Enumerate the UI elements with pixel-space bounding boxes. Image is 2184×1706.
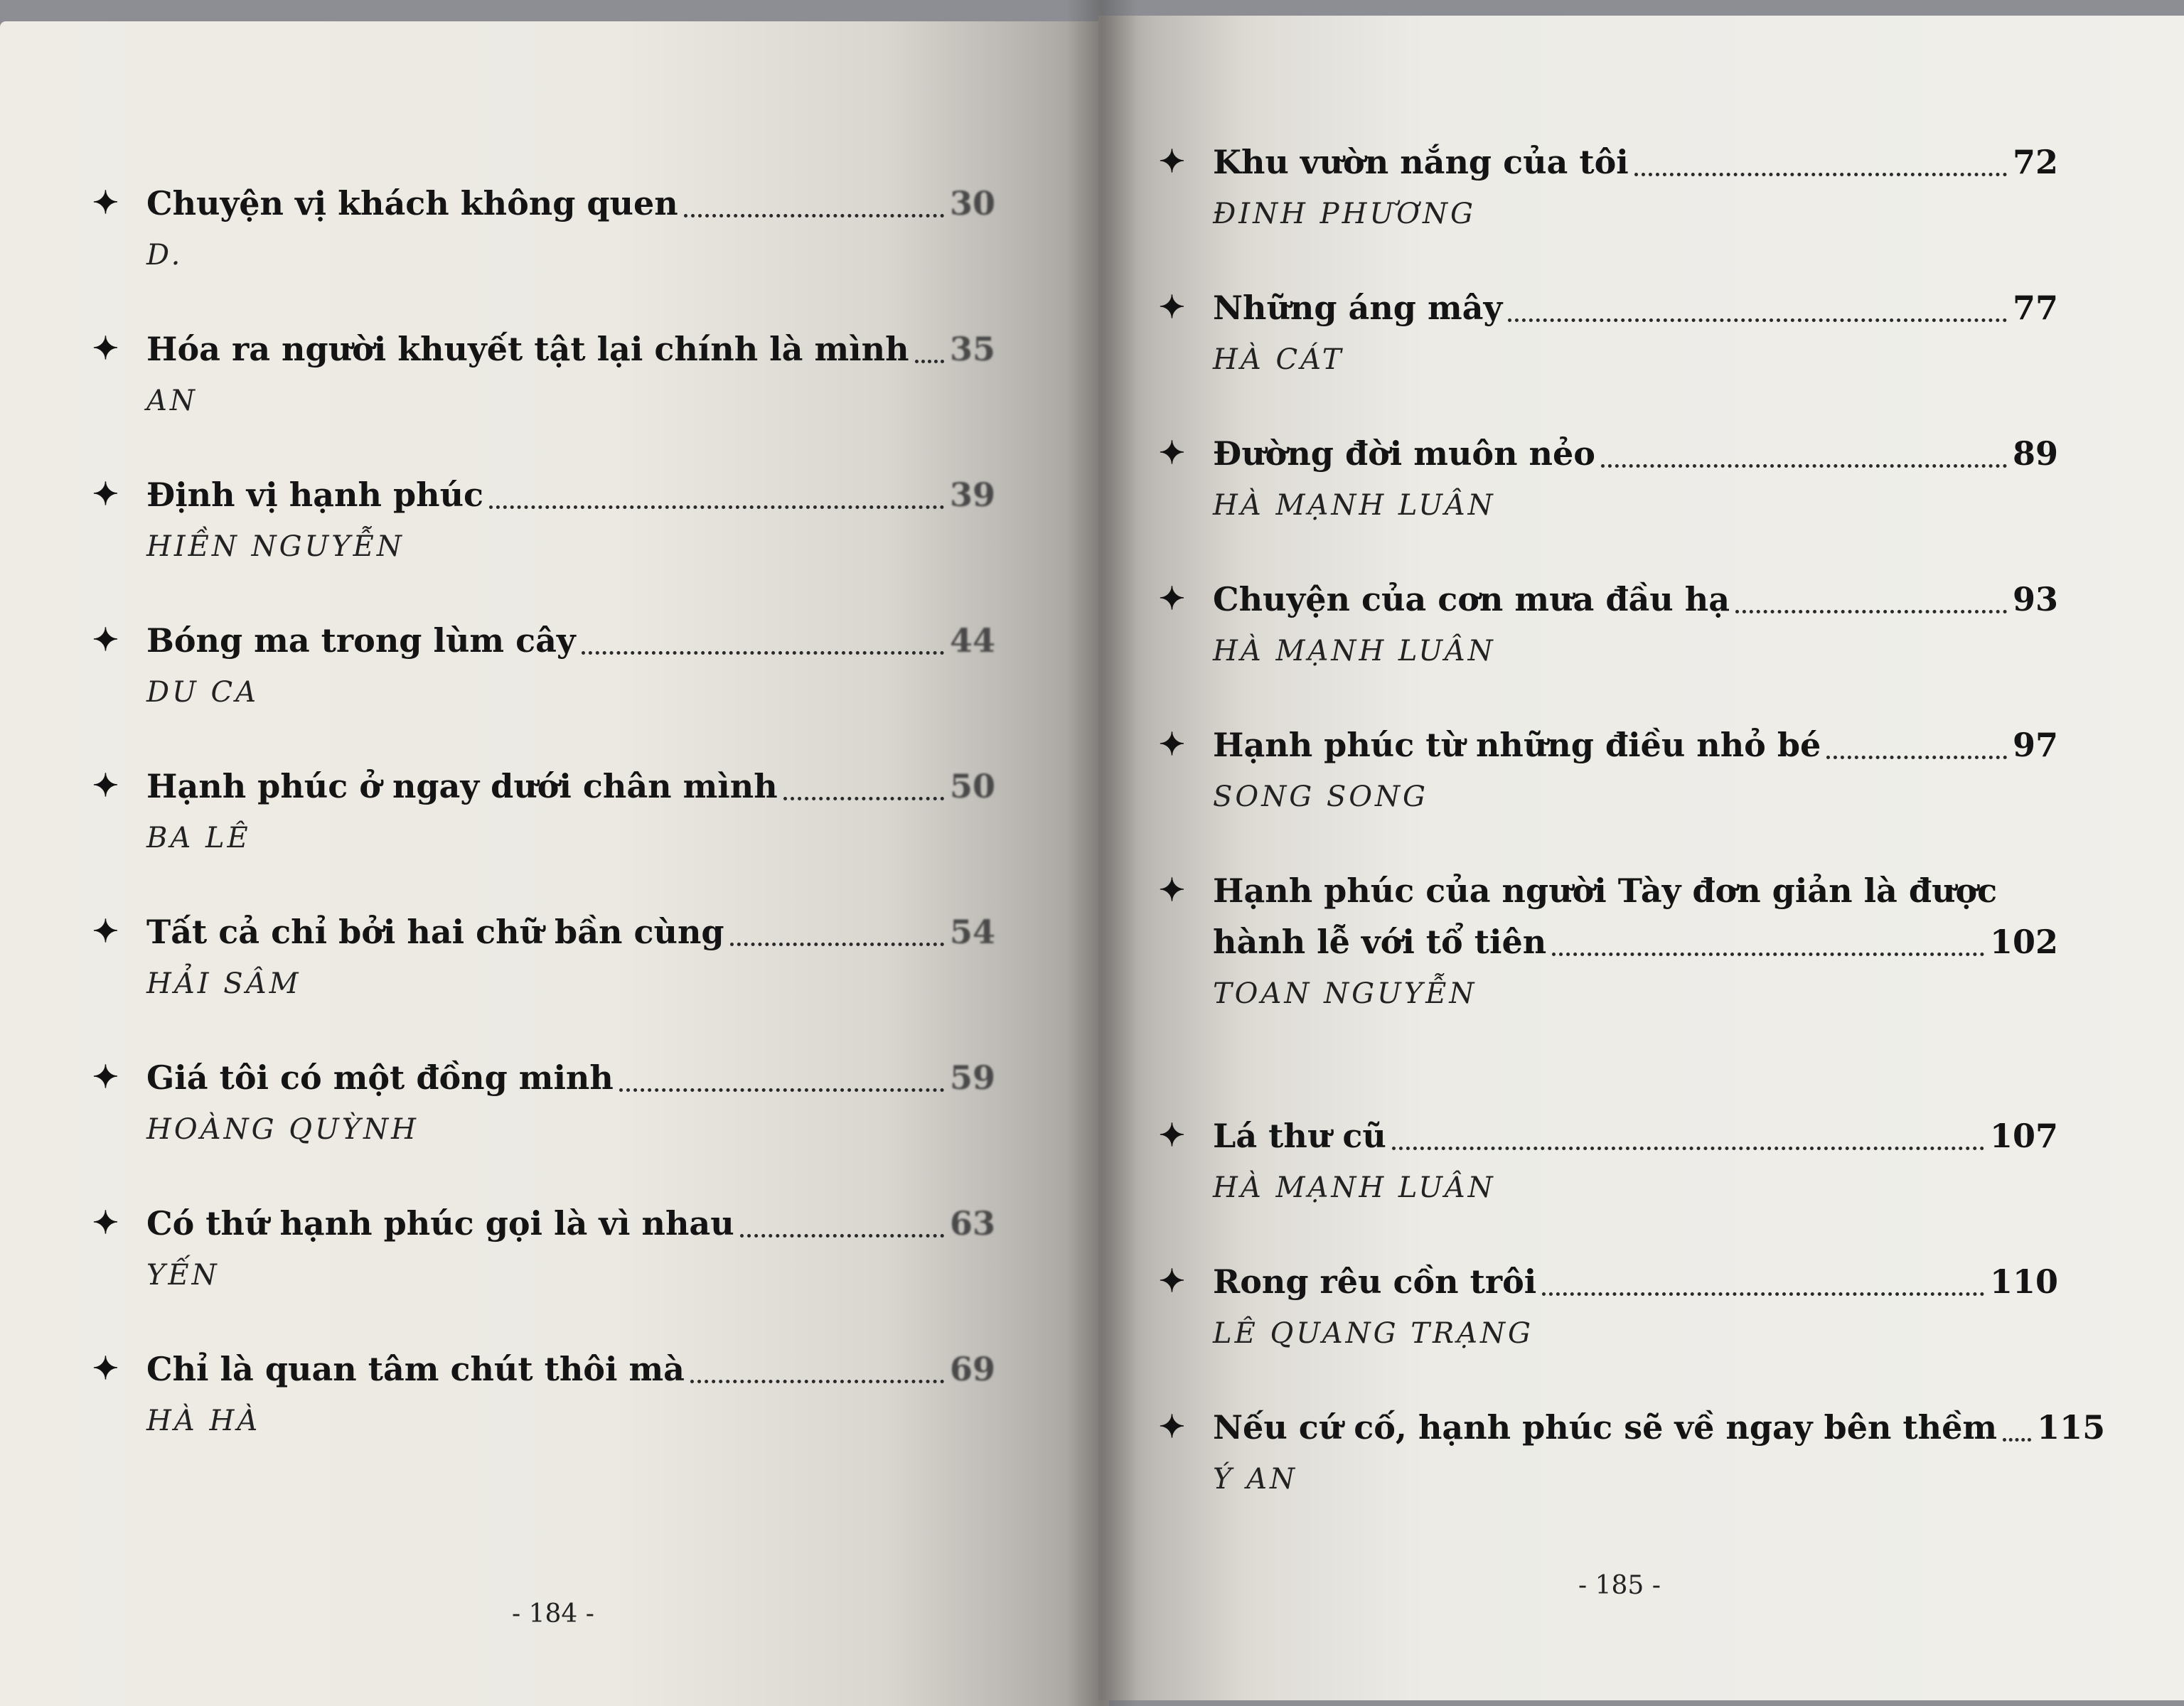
toc-entry — [1159, 1256, 2058, 1350]
four-point-star-icon: ✦ — [92, 768, 119, 804]
entry-page-number: 102 — [1989, 923, 2058, 961]
dot-leader — [2003, 1438, 2031, 1442]
entry-author: BA LÊ — [146, 822, 251, 854]
entry-author: ĐINH PHƯƠNG — [1213, 198, 1476, 230]
entry-title: Tất cả chỉ bởi hai chữ bần cùng — [146, 913, 724, 951]
entry-title: Hạnh phúc ở ngay dưới chân mình — [146, 767, 778, 805]
entry-page-number: 30 — [949, 184, 995, 222]
entry-title-continued: hành lễ với tổ tiên — [1213, 923, 1547, 961]
four-point-star-icon: ✦ — [1159, 1409, 1185, 1445]
page-number-left: - 184 - — [512, 1599, 594, 1629]
entry-page-number: 93 — [2012, 580, 2058, 618]
dot-leader — [1542, 1292, 1984, 1296]
toc-entry — [1159, 865, 2058, 1010]
toc-entry — [92, 178, 995, 272]
entry-title: Chỉ là quan tâm chút thôi mà — [146, 1350, 685, 1388]
dot-leader — [730, 943, 944, 946]
toc-entry — [1159, 574, 2058, 667]
entry-page-number: 59 — [949, 1058, 995, 1097]
four-point-star-icon: ✦ — [1159, 144, 1185, 180]
entry-author: HÀ CÁT — [1213, 343, 1344, 376]
entry-author: AN — [146, 385, 198, 417]
entry-author: LÊ QUANG TRẠNG — [1213, 1317, 1533, 1350]
four-point-star-icon: ✦ — [92, 476, 119, 513]
four-point-star-icon: ✦ — [1159, 1117, 1185, 1154]
entry-author: HÀ MẠNH LUÂN — [1213, 635, 1496, 667]
dot-leader — [1634, 173, 2007, 176]
entry-title: Nếu cứ cố, hạnh phúc sẽ về ngay bên thềm — [1213, 1408, 1998, 1447]
toc-entry — [92, 761, 995, 854]
entry-title: Hạnh phúc của người Tày đơn giản là được — [1213, 871, 1998, 910]
entry-page-number: 50 — [949, 767, 995, 805]
book-gutter-shadow — [1066, 0, 1138, 1706]
four-point-star-icon: ✦ — [1159, 726, 1185, 763]
entry-title: Chuyện vị khách không quen — [146, 184, 678, 222]
dot-leader — [582, 651, 944, 655]
four-point-star-icon: ✦ — [1159, 289, 1185, 326]
toc-entry — [92, 1198, 995, 1292]
entry-page-number: 89 — [2012, 434, 2058, 473]
four-point-star-icon: ✦ — [92, 1059, 119, 1095]
toc-entry — [1159, 1110, 2058, 1204]
toc-entry — [1159, 136, 2058, 230]
entry-title: Giá tôi có một đồng minh — [146, 1058, 614, 1097]
four-point-star-icon: ✦ — [92, 331, 119, 367]
dot-leader — [684, 214, 944, 218]
four-point-star-icon: ✦ — [92, 1205, 119, 1241]
entry-page-number: 44 — [949, 621, 995, 660]
entry-page-number: 39 — [949, 476, 995, 514]
dot-leader — [1392, 1147, 1984, 1150]
dot-leader — [740, 1234, 944, 1238]
dot-leader — [1508, 318, 2007, 322]
four-point-star-icon: ✦ — [1159, 581, 1185, 617]
entry-title: Lá thư cũ — [1213, 1117, 1386, 1155]
entry-title: Bóng ma trong lùm cây — [146, 621, 576, 660]
entry-page-number: 72 — [2012, 143, 2058, 181]
entry-author: Ý AN — [1213, 1463, 1298, 1496]
toc-entry — [1159, 428, 2058, 522]
entry-title: Hạnh phúc từ những điều nhỏ bé — [1213, 726, 1821, 764]
four-point-star-icon: ✦ — [92, 622, 119, 658]
dot-leader — [915, 360, 944, 363]
four-point-star-icon: ✦ — [1159, 435, 1185, 471]
entry-page-number: 97 — [2012, 726, 2058, 764]
entry-author: D. — [146, 239, 183, 272]
dot-leader — [783, 797, 944, 800]
four-point-star-icon: ✦ — [1159, 872, 1185, 908]
entry-title: Hóa ra người khuyết tật lại chính là mình — [146, 330, 909, 368]
entry-title: Đường đời muôn nẻo — [1213, 434, 1595, 473]
entry-author: SONG SONG — [1213, 780, 1429, 813]
dot-leader — [1826, 756, 2007, 759]
entry-author: HẢI SÂM — [146, 967, 301, 1000]
four-point-star-icon: ✦ — [92, 185, 119, 221]
entry-author: HIỀN NGUYỄN — [146, 530, 405, 563]
toc-entry — [1159, 719, 2058, 813]
dot-leader — [489, 505, 944, 509]
entry-page-number: 107 — [1989, 1117, 2058, 1155]
toc-entry — [1159, 1402, 2106, 1496]
entry-author: YẾN — [146, 1259, 220, 1292]
entry-title: Có thứ hạnh phúc gọi là vì nhau — [146, 1204, 734, 1243]
dot-leader — [1601, 464, 2007, 468]
entry-author: HÀ HÀ — [146, 1405, 261, 1437]
entry-author: HÀ MẠNH LUÂN — [1213, 489, 1496, 522]
toc-entry — [92, 1052, 995, 1146]
entry-page-number: 77 — [2012, 289, 2058, 327]
four-point-star-icon: ✦ — [92, 1351, 119, 1387]
dot-leader — [619, 1088, 944, 1092]
entry-title: Khu vườn nắng của tôi — [1213, 143, 1629, 181]
entry-page-number: 69 — [949, 1350, 995, 1388]
toc-entry — [92, 1343, 995, 1437]
toc-entry — [92, 615, 995, 709]
entry-author: HÀ MẠNH LUÂN — [1213, 1171, 1496, 1204]
left-page — [0, 21, 1109, 1706]
entry-title: Chuyện của cơn mưa đầu hạ — [1213, 580, 1730, 618]
entry-page-number: 115 — [2037, 1408, 2106, 1447]
four-point-star-icon: ✦ — [92, 913, 119, 950]
entry-author: DU CA — [146, 676, 259, 709]
entry-title: Định vị hạnh phúc — [146, 476, 484, 514]
toc-entry — [1159, 282, 2058, 376]
dot-leader — [1735, 610, 2007, 613]
dot-leader — [1552, 953, 1984, 956]
page-number-right: - 185 - — [1578, 1571, 1661, 1600]
entry-page-number: 54 — [949, 913, 995, 951]
toc-entry — [92, 906, 995, 1000]
entry-author: TOAN NGUYỄN — [1213, 977, 1477, 1010]
entry-author: HOÀNG QUỲNH — [146, 1113, 419, 1146]
entry-page-number: 35 — [949, 330, 995, 368]
toc-entry — [92, 469, 995, 563]
dot-leader — [690, 1380, 944, 1383]
right-page — [1098, 16, 2184, 1700]
entry-page-number: 110 — [1989, 1262, 2058, 1301]
entry-title: Rong rêu cồn trôi — [1213, 1262, 1537, 1301]
toc-entry — [92, 323, 995, 417]
four-point-star-icon: ✦ — [1159, 1263, 1185, 1299]
entry-page-number: 63 — [949, 1204, 995, 1243]
entry-title: Những áng mây — [1213, 289, 1503, 327]
